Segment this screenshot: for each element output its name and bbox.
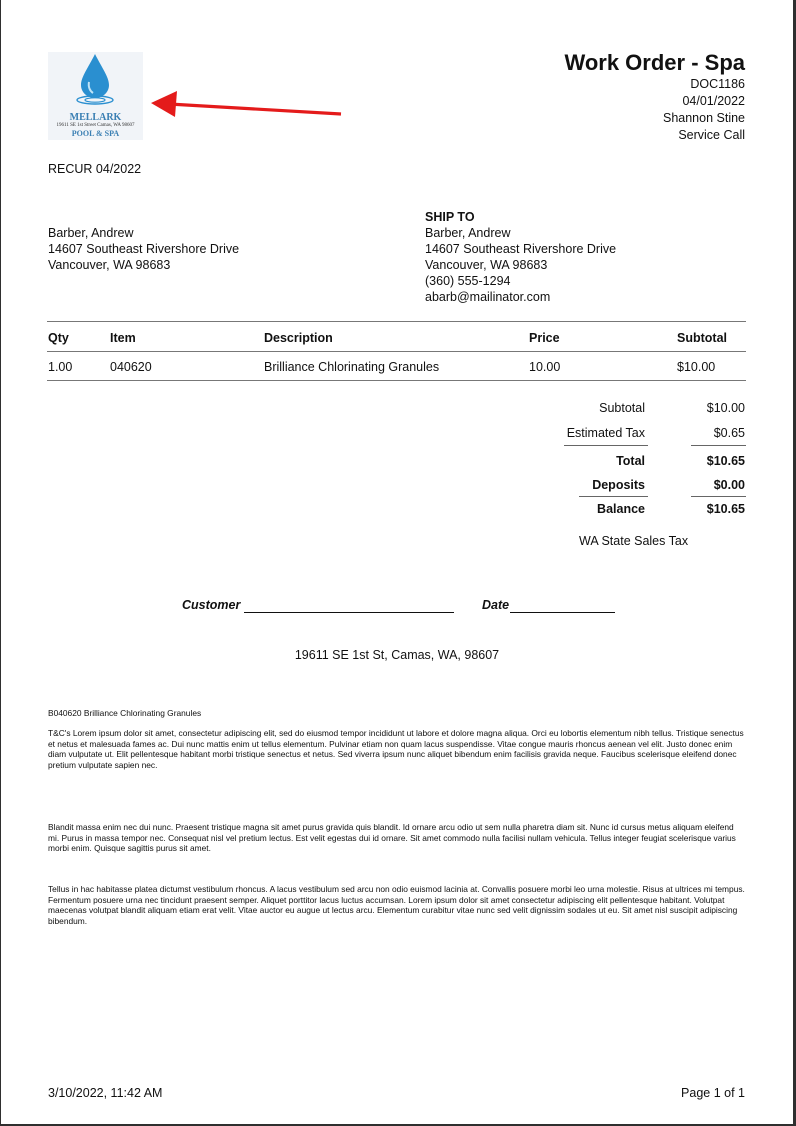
water-drop-icon bbox=[48, 52, 143, 112]
ship-to-heading: SHIP TO bbox=[425, 210, 475, 224]
date-signature-label: Date bbox=[482, 598, 510, 612]
ship-to-address2: Vancouver, WA 98683 bbox=[425, 258, 548, 272]
bill-to-address1: 14607 Southeast Rivershore Drive bbox=[48, 242, 240, 256]
col-header-description: Description bbox=[264, 331, 333, 345]
tax-label-rule bbox=[564, 445, 648, 446]
red-arrow-annotation bbox=[149, 86, 344, 122]
cell-qty: 1.00 bbox=[48, 360, 73, 374]
total-label: Total bbox=[616, 454, 645, 468]
footer-timestamp: 3/10/2022, 11:42 AM bbox=[48, 1086, 163, 1100]
terms-paragraph-2: Blandit massa enim nec dui nunc. Praesent tristique magna sit amet purus gravida quis blandit. Id ornare arcu odio ut sem nulla pharetra diam sit. Nunc id cursus metus aliquam eleifend mi. Purus in massa tempor nec. Consequat nisl vel pretium lectus. Est velit egestas dui id ornare. Sit amet commodo nulla facilisi nullam vehicula. Tellus integer feugiat scelerisque varius morbi enim. Quisque sagittis purus sit amet. bbox=[48, 822, 736, 853]
col-header-item: Item bbox=[110, 331, 136, 345]
ship-to-email: abarb@mailinator.com bbox=[425, 290, 551, 304]
customer-signature-label: Customer bbox=[182, 598, 241, 612]
col-header-subtotal: Subtotal bbox=[677, 331, 727, 345]
cell-description: Brilliance Chlorinating Granules bbox=[264, 360, 440, 374]
document-title: Work Order - Spa bbox=[564, 50, 745, 75]
logo-name-line2: POOL & SPA bbox=[71, 129, 120, 138]
table-top-rule bbox=[47, 321, 746, 322]
col-header-price: Price bbox=[529, 331, 560, 345]
balance-value: $10.65 bbox=[706, 502, 745, 516]
col-header-qty: Qty bbox=[48, 331, 69, 345]
bill-to-address2: Vancouver, WA 98683 bbox=[48, 258, 171, 272]
footer-page-number: Page 1 of 1 bbox=[681, 1086, 745, 1100]
item-note: B040620 Brilliance Chlorinating Granules bbox=[48, 708, 202, 718]
tax-value: $0.65 bbox=[713, 426, 745, 440]
date-signature-line bbox=[510, 612, 615, 613]
terms-paragraph-3: Tellus in hac habitasse platea dictumst vestibulum rhoncus. A lacus vestibulum sed arcu non odio euismod lacinia at. Convallis posuere morbi leo urna molestie. Risus at ultrices mi tempus. Fermentum posuere urna nec tincidunt praesent semper. Aliquet porttitor lacus luctus accumsan. Lorem ipsum dolor sit amet consectetur adipiscing elit pellentesque habitant. Volutpat maecenas volutpat blandit aliquam etiam erat velit. Vitae auctor eu augue ut lectus arcu. Elementum curabitur vitae nunc sed velit dignissim sodales ut eu. Sit amet nisl suscipit adipiscing bibendum. bbox=[48, 884, 745, 926]
balance-label: Balance bbox=[597, 502, 645, 516]
deposits-label-rule bbox=[579, 496, 648, 497]
table-bottom-rule bbox=[47, 380, 746, 381]
bill-to-name: Barber, Andrew bbox=[48, 226, 134, 240]
subtotal-label: Subtotal bbox=[599, 401, 645, 415]
cell-subtotal: $10.00 bbox=[677, 360, 716, 374]
tax-note: WA State Sales Tax bbox=[579, 534, 689, 548]
cell-item: 040620 bbox=[110, 360, 152, 374]
cell-price: 10.00 bbox=[529, 360, 561, 374]
ship-to-name: Barber, Andrew bbox=[425, 226, 511, 240]
tax-label: Estimated Tax bbox=[566, 426, 645, 440]
deposits-value: $0.00 bbox=[713, 478, 745, 492]
ship-to-address1: 14607 Southeast Rivershore Drive bbox=[425, 242, 617, 256]
deposits-label: Deposits bbox=[592, 478, 645, 492]
total-value: $10.65 bbox=[706, 454, 745, 468]
terms-paragraph-1: T&C's Lorem ipsum dolor sit amet, consectetur adipiscing elit, sed do eiusmod tempor incididunt ut labore et dolore magna aliqua. Orci eu lobortis elementum nibh tellus. Tristique senectus et netus et malesuada fames ac. Dui nunc mattis enim ut tellus elementum. Pulvinar etiam non quam lacus suspendisse. Vitae congue mauris rhoncus aenean vel elit. Justo donec enim diam vulputate ut. Elit pellentesque habitant morbi tristique senectus et netus. Sed viverra ipsum nunc aliquet bibendum enim facilisis gravida neque. Faucibus scelerisque eleifend donec pretium vulputate sapien nec. bbox=[48, 728, 744, 770]
company-logo bbox=[48, 52, 143, 140]
logo-name-line1: MELLARK bbox=[69, 112, 122, 123]
order-type: Service Call bbox=[678, 128, 745, 142]
work-order-page bbox=[1, 0, 793, 1124]
staff-name: Shannon Stine bbox=[662, 111, 745, 125]
doc-date: 04/01/2022 bbox=[682, 94, 745, 108]
company-address: 19611 SE 1st St, Camas, WA, 98607 bbox=[294, 648, 500, 662]
subtotal-value: $10.00 bbox=[706, 401, 745, 415]
doc-number: DOC1186 bbox=[690, 77, 745, 91]
customer-signature-line bbox=[244, 612, 454, 613]
tax-value-rule bbox=[691, 445, 746, 446]
table-header-rule bbox=[47, 351, 746, 352]
deposits-value-rule bbox=[691, 496, 746, 497]
logo-address: 19611 SE 1st Street Camas, WA 98607 bbox=[56, 123, 135, 128]
ship-to-phone: (360) 555-1294 bbox=[425, 274, 511, 288]
recur-label: RECUR 04/2022 bbox=[48, 162, 142, 176]
